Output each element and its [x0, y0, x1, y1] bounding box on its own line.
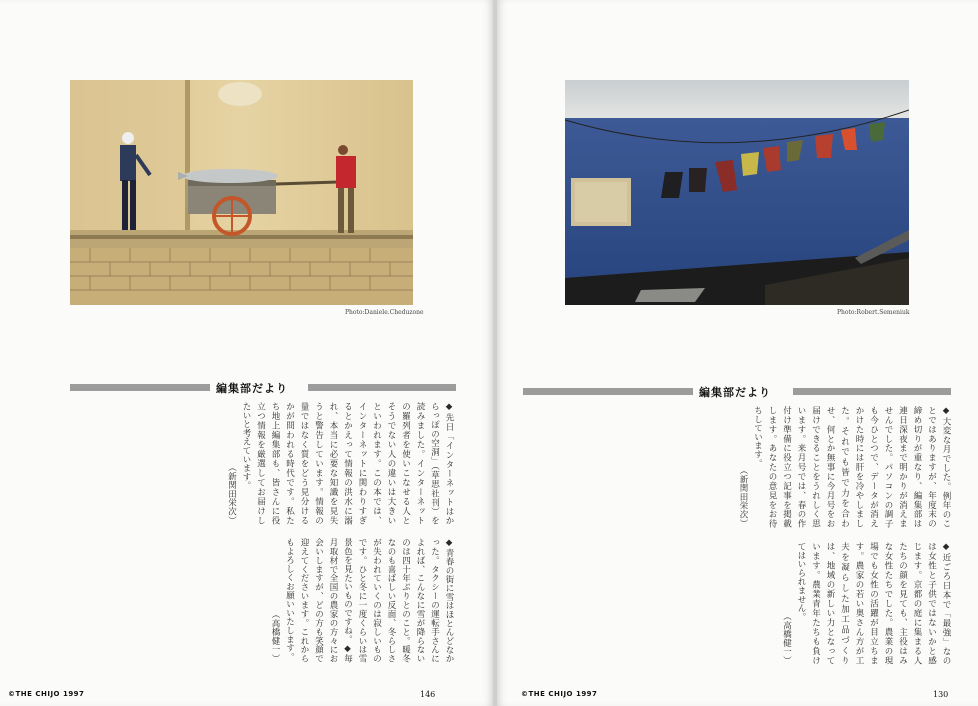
header-bar-left	[70, 384, 210, 391]
column-signature: （高橋健一）	[270, 610, 280, 663]
column-editor-note-1	[68, 402, 456, 525]
column-editor-note-2	[523, 542, 953, 665]
right-page	[497, 0, 978, 706]
page-number: 130	[933, 690, 949, 699]
section-header	[523, 385, 951, 398]
section-title: 編集部だより	[699, 386, 771, 399]
column-editor-note-2	[68, 538, 456, 663]
page-number: 146	[420, 690, 436, 699]
copyright: ©THE CHIJO 1997	[521, 690, 598, 698]
column-signature: （新関田栄次）	[226, 463, 237, 525]
pushing-cart-icon	[70, 80, 413, 305]
copyright: ©THE CHIJO 1997	[8, 690, 85, 698]
column-body: ◆青春の街に雪はほとんどなかった。タクシーの運転手さんによれば、こんなに雪が降らないのは四十年ぶりとのこと。暖冬なのも喜ばしい反面、冬らしさが失われていくのは寂しいものです。ひと冬に一度くらいは雪景色を見たいものですね。◆毎月取材で全国の農家の方々にお会いしますが、どの方も笑顔で迎えてくださいます。これからもよろしくお願いいたします。	[284, 538, 454, 663]
laundry-line-icon	[565, 80, 909, 305]
section-title: 編集部だより	[216, 382, 288, 395]
section-header	[70, 381, 456, 394]
photo-cart-street	[70, 80, 413, 305]
header-bar-left	[523, 388, 693, 395]
column-body: ◆大変な月でした。例年のことではありますが、年度末の締め切りが重なり、編集部は連日深夜まで明かりが消えませんでした。パソコンの調子も今ひとつで、データが消えかけた時には肝を冷やしました。それでも皆で力を合わせ、何とか無事に今月号をお届けできることをうれしく思います。来月号では、春の作付け準備に役立つ記事を掲載します。あなたの意見をお待ちしています。	[752, 406, 951, 528]
photo-laundry-sea	[565, 80, 909, 305]
column-body: ◆先日「インターネットはからっぽの空洞」（草思社刊）を読みました。インターネットの羅列者を使いこなせる人とそうでない人の違いは大きいといわれます。この本では、インターネットに関わりすぎるとかえって情報の洪水に溺れ、本当に必要な知識を見失うと警告しています。情報の量ではなく質をどう見分けるかが問われる時代です。私たち地上編集部も、皆さんに役立つ情報を厳選してお届けしたいと考えています。	[241, 402, 454, 525]
photo-credit: Photo:Robert.Semeniuk	[837, 309, 910, 316]
header-bar-right	[308, 384, 456, 391]
photo-credit: Photo:Daniele.Cheduzone	[345, 309, 424, 316]
header-bar-right	[793, 388, 951, 395]
column-signature: （高橋健一）	[781, 612, 792, 665]
column-editor-note-1	[523, 406, 953, 528]
column-body: ◆近ごろ日本で「最強」なのは女性と子供ではないかと感じます。京都の庭に集まる人たちの顔を見ても、主役はみな女性たちでした。農業の現場でも女性の活躍が目立ちます。農家の若い奥さん方が工夫を凝らした加工品づくりは、地域の新しい力となっています。農業青年たちも負けてはいられません。	[796, 542, 951, 665]
column-signature: （新関田栄次）	[738, 466, 748, 528]
